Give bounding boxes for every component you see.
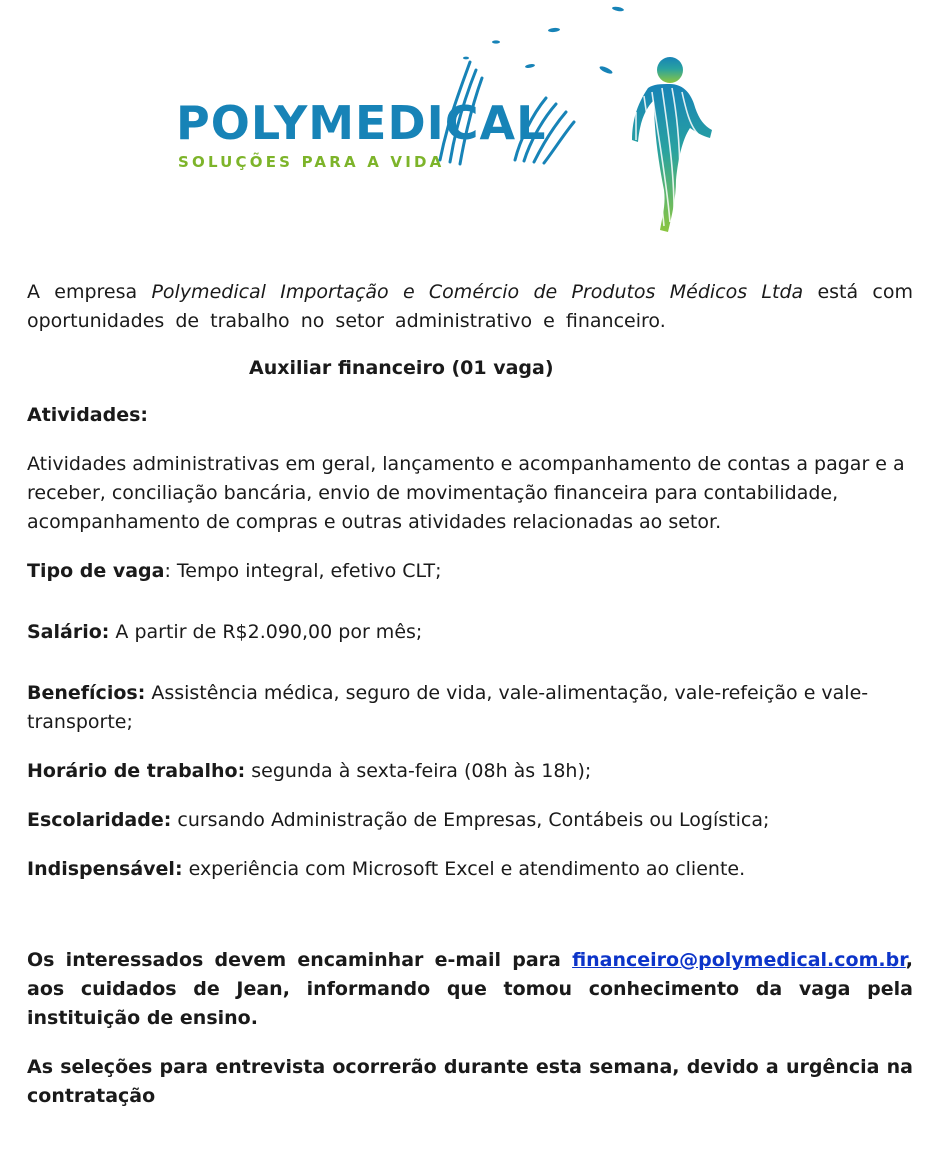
detail-value: Assistência médica, seguro de vida, vale-alimentação, vale-refeição e vale-transporte;: [27, 682, 869, 733]
detail-label: Benefícios:: [27, 682, 146, 704]
detail-label: Indispensável:: [27, 858, 183, 880]
detail-label: Salário:: [27, 621, 110, 643]
activities-text: Atividades administrativas em geral, lançamento e acompanhamento de contas a pagar e a receber, conciliação bancária, envio de movimentação financeira para contabilidade, acompanhamento de compras e outras atividades relacionadas ao setor.: [27, 453, 905, 533]
activities-heading: Atividades:: [27, 404, 149, 426]
logo-tagline: SOLUÇÕES PARA A VIDA: [178, 153, 445, 171]
detail-salary: [27, 618, 913, 647]
detail-benefits: [27, 679, 913, 737]
closing-paragraph: As seleções para entrevista ocorrerão durante esta semana, devido a urgência na contratação: [27, 1056, 913, 1107]
detail-label: Horário de trabalho:: [27, 760, 246, 782]
logo-dashes: [463, 6, 624, 75]
polymedical-logo: [170, 0, 730, 240]
logo-wordmark: POLYMEDICAL: [176, 96, 547, 150]
detail-value: cursando Administração de Empresas, Contábeis ou Logística;: [171, 809, 770, 831]
detail-value: A partir de R$2.090,00 por mês;: [109, 621, 423, 643]
job-title: Auxiliar financeiro (01 vaga): [249, 357, 554, 379]
posting-body: [27, 278, 913, 1111]
detail-value: : Tempo integral, efetivo CLT;: [164, 560, 442, 582]
detail-label: Tipo de vaga: [27, 560, 165, 582]
detail-required: [27, 855, 913, 884]
contact-prefix: Os interessados devem encaminhar e-mail para: [27, 949, 573, 971]
detail-value: experiência com Microsoft Excel e atendimento ao cliente.: [182, 858, 746, 880]
detail-value: segunda à sexta-feira (08h às 18h);: [245, 760, 592, 782]
intro-suffix: está com oportunidades de trabalho no setor administrativo e financeiro.: [27, 281, 913, 332]
detail-job-type: [27, 557, 913, 586]
contact-paragraph: [27, 946, 913, 1033]
detail-label: Escolaridade:: [27, 809, 172, 831]
email-link[interactable]: financeiro@polymedical.com.br: [572, 949, 906, 971]
running-figure: [632, 57, 712, 232]
intro-prefix: A empresa: [27, 281, 152, 303]
company-name: Polymedical Importação e Comércio de Produtos Médicos Ltda: [151, 281, 804, 303]
contact-suffix: , aos cuidados de Jean, informando que tomou conhecimento da vaga pela instituição de ensino.: [27, 949, 913, 1029]
intro-paragraph: [27, 278, 913, 336]
detail-education: [27, 806, 913, 835]
detail-working-hours: [27, 757, 913, 786]
